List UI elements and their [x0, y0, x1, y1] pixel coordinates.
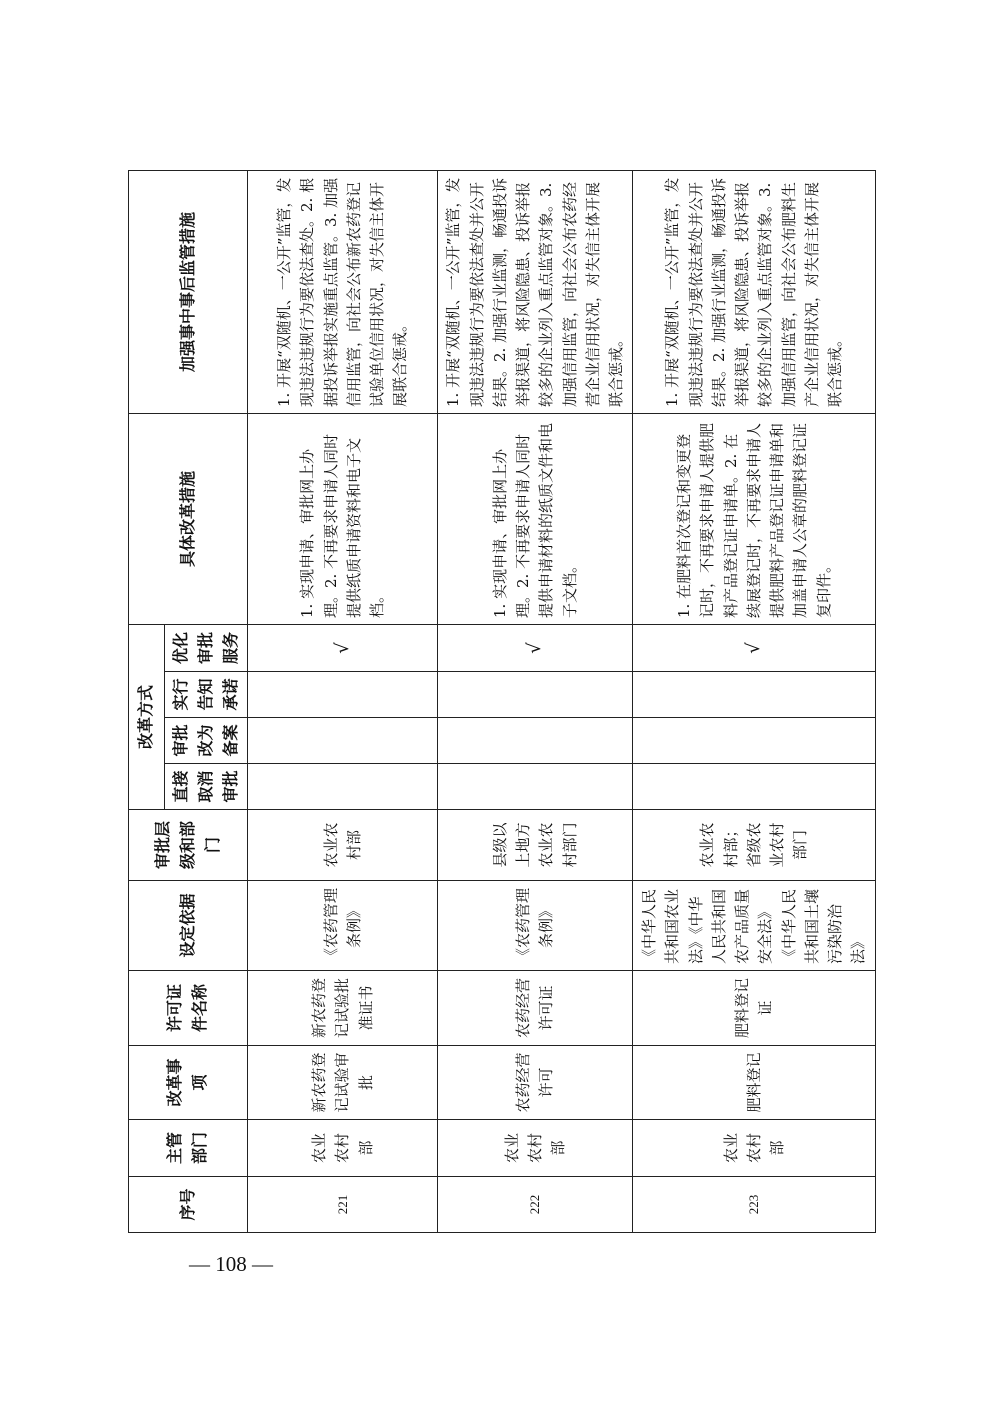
header-mode-promise: 实行告知承诺: [165, 672, 248, 718]
check-mark: √: [248, 624, 438, 671]
header-item: 改革事项: [129, 1046, 248, 1120]
header-basis: 设定依据: [129, 881, 248, 971]
row-basis: 《中华人民共和国农业法》《中华人民共和国农产品质量安全法》《中华人民共和国土壤污染防治法》: [633, 881, 876, 971]
header-seq: 序号: [129, 1177, 248, 1233]
row-level: 县级以上地方农业农村部门: [438, 810, 633, 881]
row-seq: 222: [438, 1177, 633, 1233]
page-number: — 108 —: [189, 1252, 273, 1276]
row-measures: 1. 实现申请、审批网上办理。2. 不再要求申请人同时提供申请材料的纸质文件和电子文档。: [438, 413, 633, 624]
row-cancel: [633, 764, 876, 810]
row-supervision: 1. 开展“双随机、一公开”监管，发现违法违规行为要依法查处并公开结果。2. 加强行业监测，畅通投诉举报渠道，将风险隐患、投诉举报较多的企业列入重点监管对象。3. 加强信用监管，向社会公布农药经营企业信用状况，对失信主体开展联合惩戒。: [438, 170, 633, 413]
row-promise: [438, 672, 633, 718]
row-promise: [248, 672, 438, 718]
table-row: [633, 170, 876, 1232]
table-row: [438, 170, 633, 1232]
row-supervision: 1. 开展“双随机、一公开”监管，发现违法违规行为要依法查处并公开结果。2. 加强行业监测，畅通投诉举报渠道，将风险隐患、投诉举报较多的企业列入重点监管对象。3. 加强信用监管，向社会公布肥料生产企业信用状况，对失信主体开展联合惩戒。: [633, 170, 876, 413]
header-mode-record: 审批改为备案: [165, 718, 248, 764]
row-license: 新农药登记试验批准证书: [248, 971, 438, 1046]
row-item: 农药经营许可: [438, 1046, 633, 1120]
row-dept: 农业农村部: [438, 1120, 633, 1177]
row-item: 肥料登记: [633, 1046, 876, 1120]
row-promise: [633, 672, 876, 718]
row-item: 新农药登记试验审批: [248, 1046, 438, 1120]
row-measures: 1. 在肥料首次登记和变更登记时，不再要求申请人提供肥料产品登记证申请单。2. 在续展登记时，不再要求申请人提供肥料产品登记证申请单和加盖申请人公章的肥料登记证复印件。: [633, 413, 876, 624]
header-dept: 主管部门: [129, 1120, 248, 1177]
row-level: 农业农村部: [248, 810, 438, 881]
check-mark: √: [438, 624, 633, 671]
row-basis: 《农药管理条例》: [438, 881, 633, 971]
row-supervision: 1. 开展“双随机、一公开”监管，发现违法违规行为要依法查处。2. 根据投诉举报实施重点监管。3. 加强信用监管，向社会公布新农药登记试验单位信用状况，对失信主体开展联合惩戒。: [248, 170, 438, 413]
row-record: [438, 718, 633, 764]
row-record: [248, 718, 438, 764]
row-license: 肥料登记证: [633, 971, 876, 1046]
row-seq: 221: [248, 1177, 438, 1233]
row-seq: 223: [633, 1177, 876, 1233]
header-license: 许可证件名称: [129, 971, 248, 1046]
table-row: [248, 170, 438, 1232]
header-level: 审批层级和部门: [129, 810, 248, 881]
row-cancel: [248, 764, 438, 810]
row-cancel: [438, 764, 633, 810]
check-mark: √: [633, 624, 876, 671]
row-license: 农药经营许可证: [438, 971, 633, 1046]
row-dept: 农业农村部: [633, 1120, 876, 1177]
row-basis: 《农药管理条例》: [248, 881, 438, 971]
header-measures: 具体改革措施: [129, 413, 248, 624]
row-dept: 农业农村部: [248, 1120, 438, 1177]
rotated-page-content: [128, 171, 868, 1233]
row-level: 农业农村部；省级农业农村部门: [633, 810, 876, 881]
header-mode-optimize: 优化审批服务: [165, 624, 248, 671]
header-mode: 改革方式: [129, 624, 165, 809]
row-record: [633, 718, 876, 764]
header-supervision: 加强事中事后监管措施: [129, 170, 248, 413]
header-mode-cancel: 直接取消审批: [165, 764, 248, 810]
row-measures: 1. 实现申请、审批网上办理。2. 不再要求申请人同时提供纸质申请资料和电子文档。: [248, 413, 438, 624]
reform-table: [128, 170, 876, 1233]
